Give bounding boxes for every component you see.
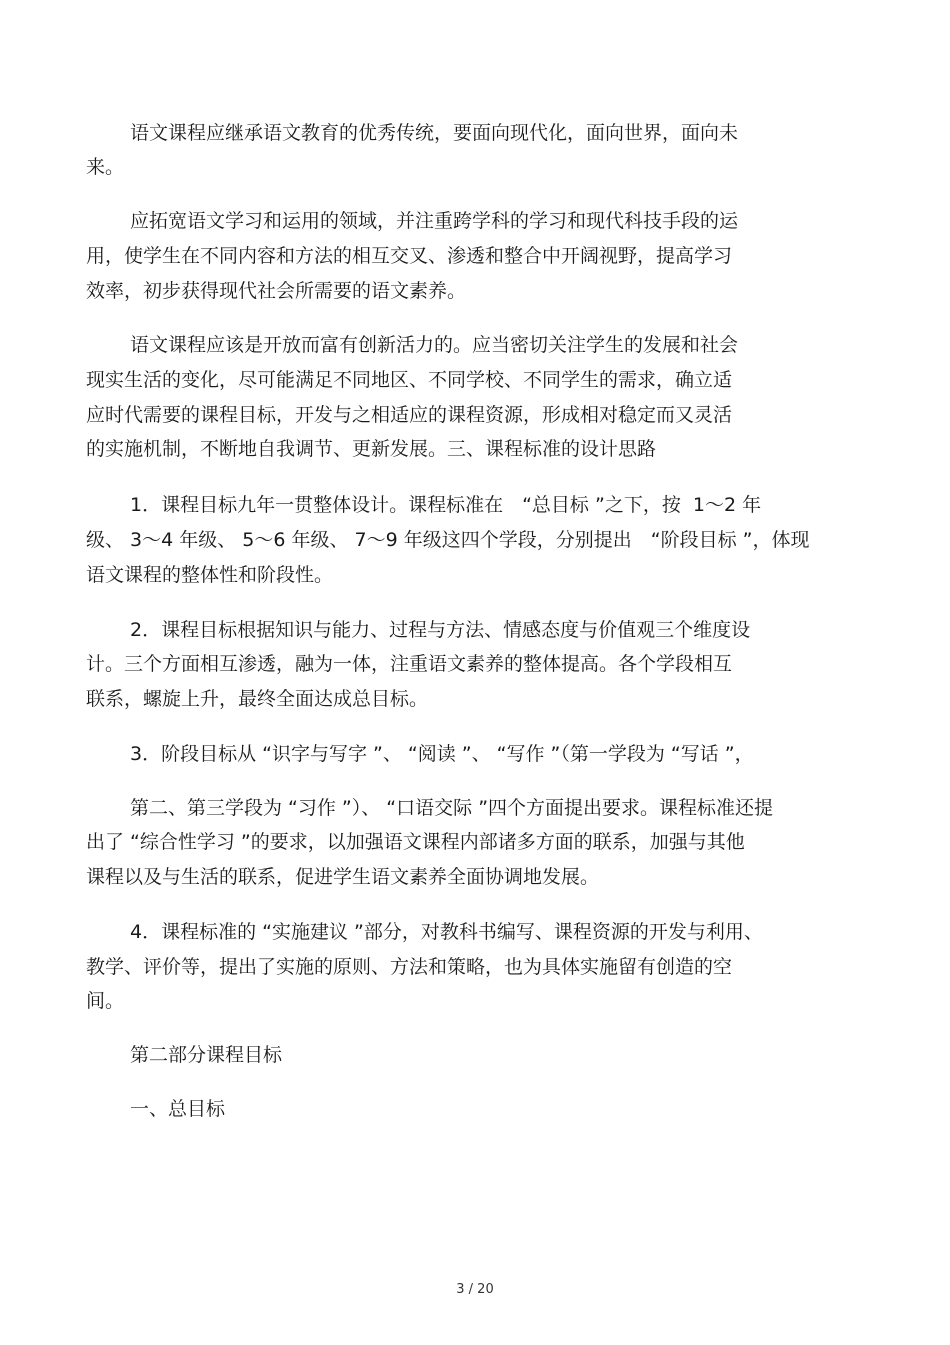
paragraph-line: 的实施机制，不断地自我调节、更新发展。三、课程标准的设计思路	[86, 438, 657, 460]
paragraph-line: 计。三个方面相互渗透，融为一体，注重语文素养的整体提高。各个学段相互	[86, 653, 733, 675]
paragraph-line: 教学、评价等，提出了实施的原则、方法和策略，也为具体实施留有创造的空	[86, 956, 733, 978]
paragraph-line: 语文课程应继承语文教育的优秀传统，要面向现代化，面向世界，面向未	[130, 122, 739, 144]
paragraph-line: 出了 “综合性学习 ”的要求，以加强语文课程内部诸多方面的联系，加强与其他	[86, 831, 745, 853]
paragraph-line: 第二、第三学段为 “习作 ”）、 “口语交际 ”四个方面提出要求。课程标准还提	[130, 797, 774, 819]
paragraph-line: 现实生活的变化，尽可能满足不同地区、不同学校、不同学生的需求，确立适	[86, 369, 733, 391]
paragraph-line: 应拓宽语文学习和运用的领域，并注重跨学科的学习和现代科技手段的运	[130, 210, 739, 232]
paragraph-line: 1．课程目标九年一贯整体设计。课程标准在 “总目标 ”之下，按 1～2 年	[130, 494, 762, 516]
paragraph-line: 级、 3～4 年级、 5～6 年级、 7～9 年级这四个学段，分别提出 “阶段目标 ”，体现	[86, 529, 810, 551]
paragraph-line: 用，使学生在不同内容和方法的相互交叉、渗透和整合中开阔视野，提高学习	[86, 245, 733, 267]
paragraph-line: 间。	[86, 990, 125, 1012]
paragraph-line: 4．课程标准的 “实施建议 ”部分，对教科书编写、课程资源的开发与利用、	[130, 921, 763, 943]
paragraph-line: 来。	[86, 156, 125, 178]
paragraph-line: 课程以及与生活的联系，促进学生语文素养全面协调地发展。	[86, 866, 600, 888]
section-heading: 第二部分课程目标	[130, 1044, 283, 1066]
paragraph-line: 2．课程目标根据知识与能力、过程与方法、情感态度与价值观三个维度设	[130, 619, 751, 641]
paragraph-line: 效率，初步获得现代社会所需要的语文素养。	[86, 280, 467, 302]
paragraph-line: 应时代需要的课程目标，开发与之相适应的课程资源，形成相对稳定而又灵活	[86, 404, 733, 426]
paragraph-line: 语文课程应该是开放而富有创新活力的。应当密切关注学生的发展和社会	[130, 334, 739, 356]
page-number: 3 / 20	[456, 1282, 494, 1297]
paragraph-line: 语文课程的整体性和阶段性。	[86, 564, 334, 586]
section-heading: 一、总目标	[130, 1098, 226, 1120]
paragraph-line: 3．阶段目标从 “识字与写字 ”、 “阅读 ”、 “写作 ”（第一学段为 “写话 ”，	[130, 743, 754, 765]
paragraph-line: 联系，螺旋上升，最终全面达成总目标。	[86, 688, 429, 710]
